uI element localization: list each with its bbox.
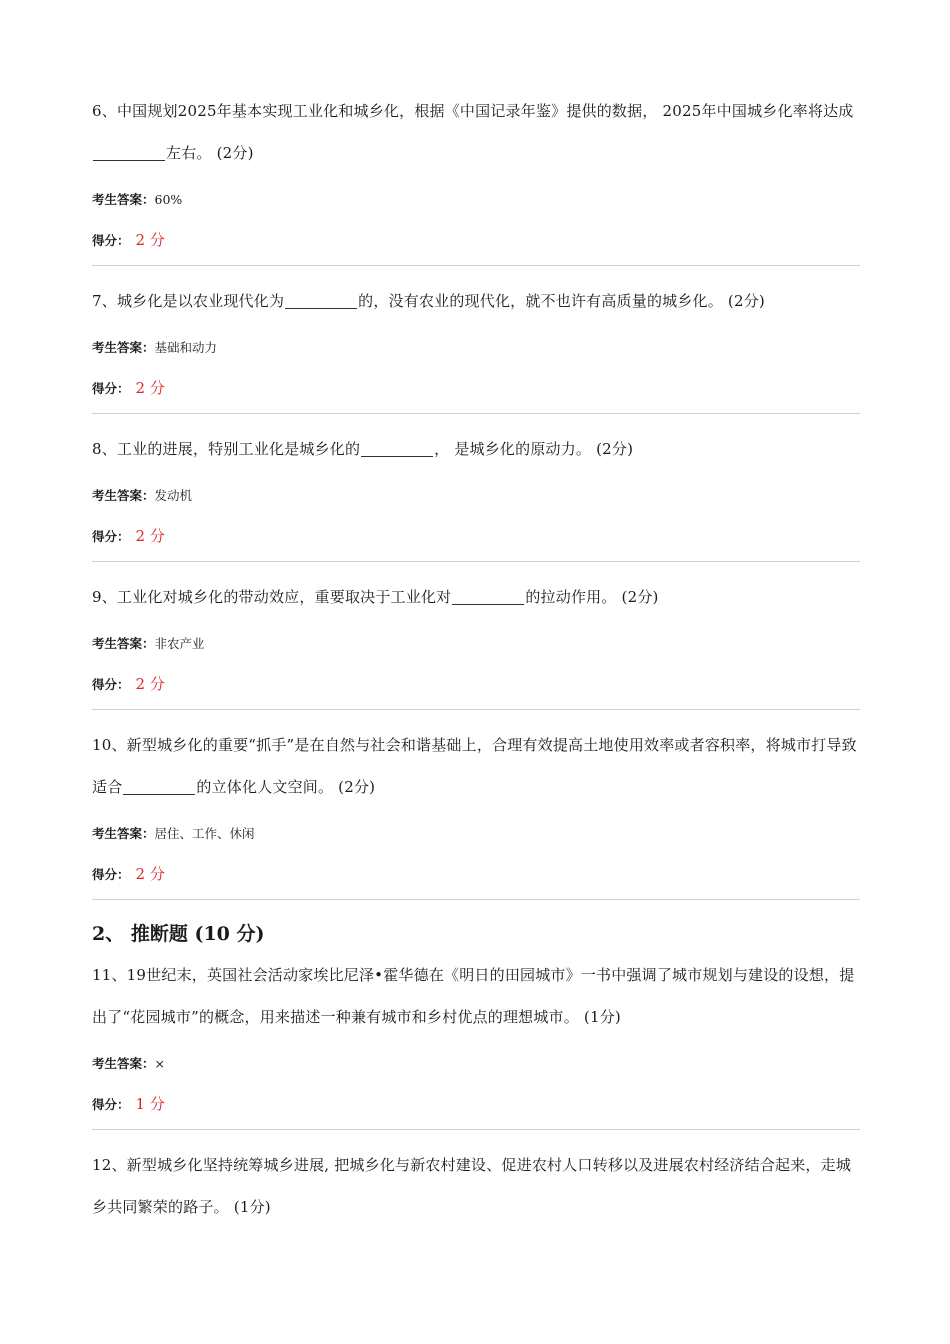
score-value: 2 分 [135, 865, 165, 883]
answer-blank [123, 779, 195, 795]
answer-value: 60% [154, 192, 183, 207]
answer-value: 非农产业 [154, 636, 205, 651]
question-text: 7、城乡化是以农业现代化为 的，没有农业的现代化，就不也许有高质量的城乡化。 (2分) [92, 292, 765, 310]
score-label: 得分： [92, 867, 130, 882]
question-6 [92, 0, 860, 266]
answer-row [92, 338, 860, 358]
question-12 [92, 1130, 860, 1228]
score-label: 得分： [92, 1097, 130, 1112]
score-label: 得分： [92, 233, 130, 248]
answer-blank [361, 441, 433, 457]
score-value: 2 分 [135, 231, 165, 249]
score-label: 得分： [92, 529, 130, 544]
score-row [92, 1092, 860, 1117]
score-row [92, 376, 860, 401]
score-row [92, 524, 860, 549]
answer-label: 考生答案： [92, 192, 155, 207]
answer-label: 考生答案： [92, 488, 155, 503]
question-text: 12、新型城乡化坚持统筹城乡进展, 把城乡化与新农村建设、促进农村人口转移以及进展农村经济结合起来，走城乡共同繁荣的路子。 (1分) [92, 1156, 852, 1216]
question-text: 8、工业的进展，特别工业化是城乡化的 ， 是城乡化的原动力。 (2分) [92, 440, 634, 458]
question-text: 10、新型城乡化的重要“抓手”是在自然与社会和谐基础上，合理有效提高土地使用效率或者容积率，将城市打导致适合 的立体化人文空间。 (2分) [92, 736, 857, 796]
answer-label: 考生答案： [92, 636, 155, 651]
question-11 [92, 954, 860, 1130]
score-label: 得分： [92, 677, 130, 692]
score-row [92, 672, 860, 697]
divider [92, 899, 860, 900]
score-value: 1 分 [135, 1095, 165, 1113]
question-10 [92, 710, 860, 900]
answer-blank [93, 145, 165, 161]
answer-label: 考生答案： [92, 340, 155, 355]
answer-label: 考生答案： [92, 826, 155, 841]
section-title: 2、 推断题 (10 分) [92, 923, 265, 945]
answer-label: 考生答案： [92, 1056, 155, 1071]
question-9 [92, 562, 860, 710]
score-row [92, 862, 860, 887]
answer-row [92, 190, 860, 210]
answer-row [92, 824, 860, 844]
exam-page [92, 0, 860, 1228]
question-8 [92, 414, 860, 562]
answer-value: 居住、工作、休闲 [154, 826, 255, 841]
answer-row [92, 634, 860, 654]
answer-blank [452, 589, 524, 605]
score-value: 2 分 [135, 527, 165, 545]
question-text: 11、19世纪末，英国社会活动家埃比尼泽•霍华德在《明日的田园城市》一书中强调了城市规划与建设的设想，提出了“花园城市”的概念，用来描述一种兼有城市和乡村优点的理想城市。 (1分) [92, 966, 855, 1026]
answer-row [92, 1054, 860, 1074]
answer-blank [285, 293, 357, 309]
score-row [92, 228, 860, 253]
answer-row [92, 486, 860, 506]
answer-value: × [154, 1056, 165, 1071]
question-7 [92, 266, 860, 414]
question-text: 9、工业化对城乡化的带动效应，重要取决于工业化对 的拉动作用。 (2分) [92, 588, 659, 606]
score-value: 2 分 [135, 379, 165, 397]
answer-value: 基础和动力 [154, 340, 218, 355]
score-value: 2 分 [135, 675, 165, 693]
question-text: 6、中国规划2025年基本实现工业化和城乡化，根据《中国记录年鉴》提供的数据， 2025年中国城乡化率将达成左右。 (2分) [92, 102, 854, 162]
score-label: 得分： [92, 381, 130, 396]
answer-value: 发动机 [154, 488, 193, 503]
